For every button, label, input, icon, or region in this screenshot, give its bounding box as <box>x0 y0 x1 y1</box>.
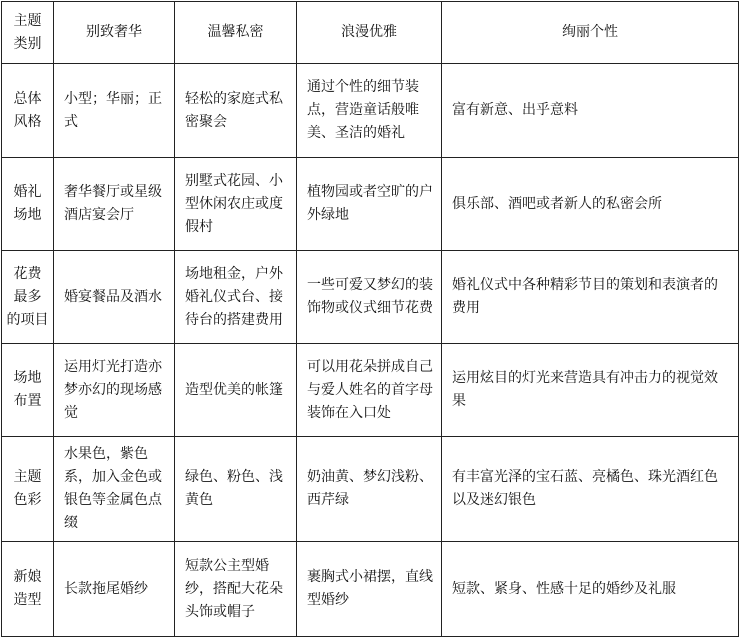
table-row <box>2 437 739 542</box>
row-label-overall-style: 总体 风格 <box>2 64 54 158</box>
column-header-romantic: 浪漫优雅 <box>297 2 442 64</box>
table-row <box>2 64 739 158</box>
table-cell: 通过个性的细节装点，营造童话般唯美、圣洁的婚礼 <box>297 64 442 158</box>
table-cell: 俱乐部、酒吧或者新人的私密会所 <box>442 158 739 251</box>
table-cell: 婚礼仪式中各种精彩节目的策划和表演者的费用 <box>442 251 739 344</box>
table-cell: 场地租金，户外婚礼仪式台、接待台的搭建费用 <box>175 251 297 344</box>
table-cell: 水果色，紫色系，加入金色或银色等金属色点缀 <box>54 437 175 542</box>
table-cell: 运用灯光打造亦梦亦幻的现场感觉 <box>54 344 175 437</box>
table-cell: 轻松的家庭式私密聚会 <box>175 64 297 158</box>
corner-label: 主题 类别 <box>2 2 54 64</box>
table-cell: 婚宴餐品及酒水 <box>54 251 175 344</box>
table-row <box>2 542 739 637</box>
table-row <box>2 158 739 251</box>
column-header-cozy: 温馨私密 <box>175 2 297 64</box>
table-cell: 运用炫目的灯光来营造具有冲击力的视觉效果 <box>442 344 739 437</box>
table-cell: 绿色、粉色、浅黄色 <box>175 437 297 542</box>
column-header-vivid: 绚丽个性 <box>442 2 739 64</box>
table-cell: 裹胸式小裙摆，直线型婚纱 <box>297 542 442 637</box>
table-cell: 有丰富光泽的宝石蓝、亮橘色、珠光酒红色以及迷幻银色 <box>442 437 739 542</box>
wedding-theme-table <box>1 1 739 637</box>
table-cell: 奢华餐厅或星级酒店宴会厅 <box>54 158 175 251</box>
table-cell: 奶油黄、梦幻浅粉、西芹绿 <box>297 437 442 542</box>
table-cell: 别墅式花园、小型休闲农庄或度假村 <box>175 158 297 251</box>
table-cell: 富有新意、出乎意料 <box>442 64 739 158</box>
table-cell: 短款、紧身、性感十足的婚纱及礼服 <box>442 542 739 637</box>
row-label-theme-colors: 主题 色彩 <box>2 437 54 542</box>
table-cell: 长款拖尾婚纱 <box>54 542 175 637</box>
table-cell: 可以用花朵拼成自己与爱人姓名的首字母装饰在入口处 <box>297 344 442 437</box>
table-cell: 植物园或者空旷的户外绿地 <box>297 158 442 251</box>
header-row <box>2 2 739 64</box>
row-label-bridal-look: 新娘 造型 <box>2 542 54 637</box>
row-label-venue: 婚礼 场地 <box>2 158 54 251</box>
column-header-luxury: 别致奢华 <box>54 2 175 64</box>
table-cell: 一些可爱又梦幻的装饰物或仪式细节花费 <box>297 251 442 344</box>
row-label-venue-decor: 场地 布置 <box>2 344 54 437</box>
table-cell: 造型优美的帐篷 <box>175 344 297 437</box>
row-label-top-expense: 花费 最多 的项目 <box>2 251 54 344</box>
table-cell: 短款公主型婚纱，搭配大花朵头饰或帽子 <box>175 542 297 637</box>
table-cell: 小型；华丽；正式 <box>54 64 175 158</box>
table-row <box>2 251 739 344</box>
table-row <box>2 344 739 437</box>
